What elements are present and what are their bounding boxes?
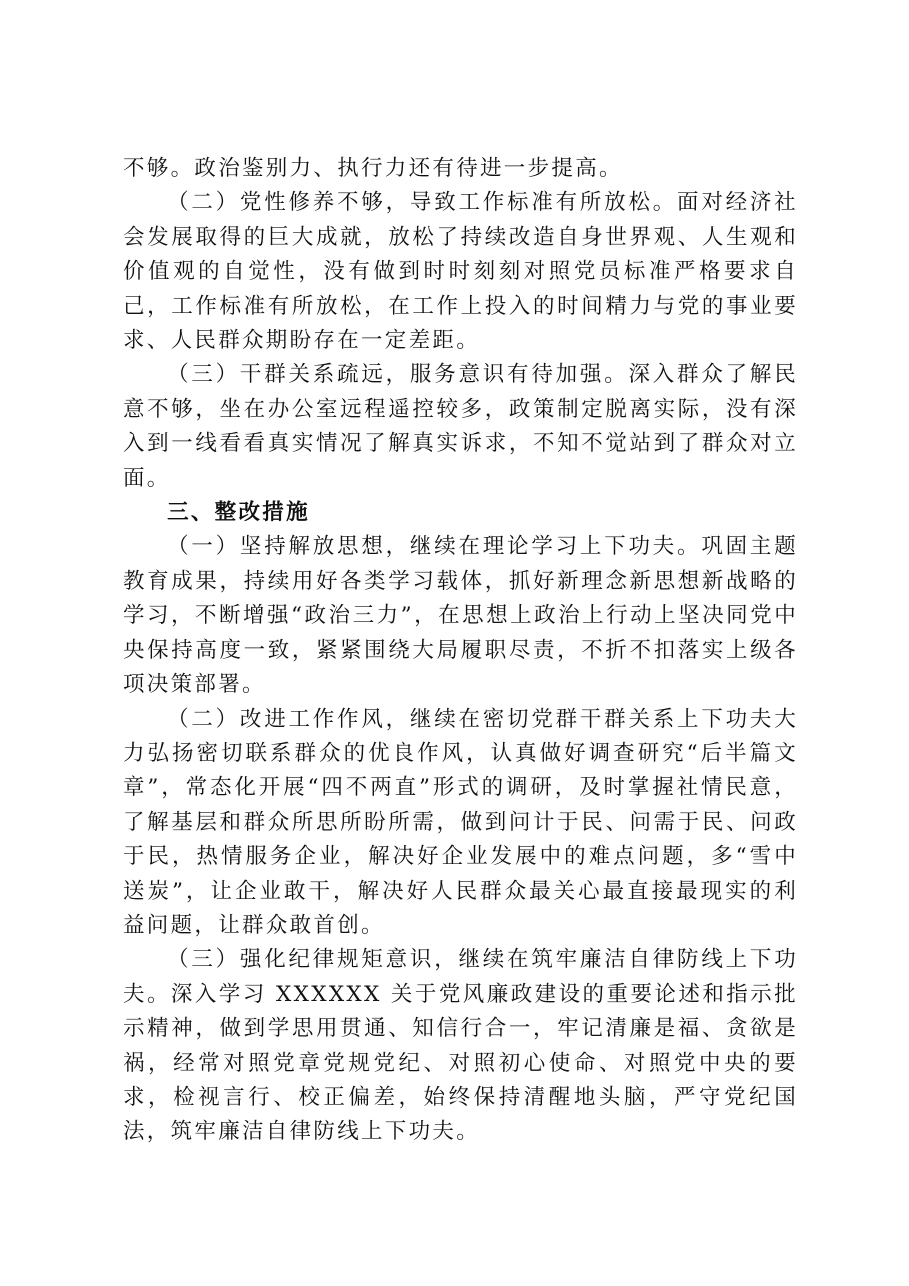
paragraph-party-spirit: [123, 186, 798, 358]
paragraph-text: 大力弘扬密切联系群众的优良作风，认真做好调查研究“后半篇文章”，常态化开展“四不两直”形式的调研，及时掌握社情民意，了解基层和群众所思所盼所需，做到问计于民、问需于民、问政于民，热情服务企业，解决好企业发展中的难点问题，多“雪中送炭”，让企业敢干，解决好人民群众最关心最直接最现实的利益问题，让群众敢首创。: [123, 706, 798, 938]
paragraph-text: 巩固主题教育成果，持续用好各类学习载体，抓好新理念新思想新战略的学习，不断增强“政治三力”，在思想上政治上行动上坚决同党中央保持高度一致，紧紧围绕大局履职尽责，不折不扣落实上级各项决策部署。: [123, 534, 798, 698]
paragraph-text: 面对经济社会发展取得的巨大成就，放松了持续改造自身世界观、人生观和价值观的自觉性，没有做到时时刻刻对照党员标准严格要求自己，工作标准有所放松，在工作上投入的时间精力与党的事业要求、人民群众期盼存在一定差距。: [123, 190, 798, 354]
paragraph-continuation: [123, 152, 798, 186]
section-heading: 三、整改措施: [167, 500, 310, 526]
paragraph-text: 深入群众了解民意不够，坐在办公室远程遥控较多，政策制定脱离实际，没有深入到一线看看真实情况了解真实诉求，不知不觉站到了群众对立面。: [123, 362, 798, 491]
paragraph-lead: （二）改进工作作风，继续在密切党群干群关系上下功夫: [167, 706, 775, 732]
paragraph-measure-1: [123, 530, 798, 702]
paragraph-lead: （三）强化纪律规矩意识，继续在筑牢廉洁自律防线上下功夫。: [123, 947, 798, 1007]
document-body: [123, 152, 798, 1150]
paragraph-lead: （一）坚持解放思想，继续在理论学习上下功夫。: [167, 534, 702, 560]
paragraph-text: 不够。政治鉴别力、执行力还有待进一步提高。: [123, 156, 623, 181]
paragraph-measure-2: [123, 703, 798, 944]
paragraph-lead: （二）党性修养不够，导致工作标准有所放松。: [167, 190, 678, 216]
paragraph-measure-3: [123, 943, 798, 1149]
paragraph-lead: （三）干群关系疏远，服务意识有待加强。: [167, 362, 629, 388]
paragraph-text: 深入学习 XXXXXX 关于党风廉政建设的重要论述和指示批示精神，做到学思用贯通、知信行合一，牢记清廉是福、贪欲是祸，经常对照党章党规党纪、对照初心使命、对照党中央的要求，检视言行、校正偏差，始终保持清醒地头脑，严守党纪国法，筑牢廉洁自律防线上下功夫。: [123, 981, 798, 1145]
paragraph-cadre-relations: [123, 358, 798, 496]
